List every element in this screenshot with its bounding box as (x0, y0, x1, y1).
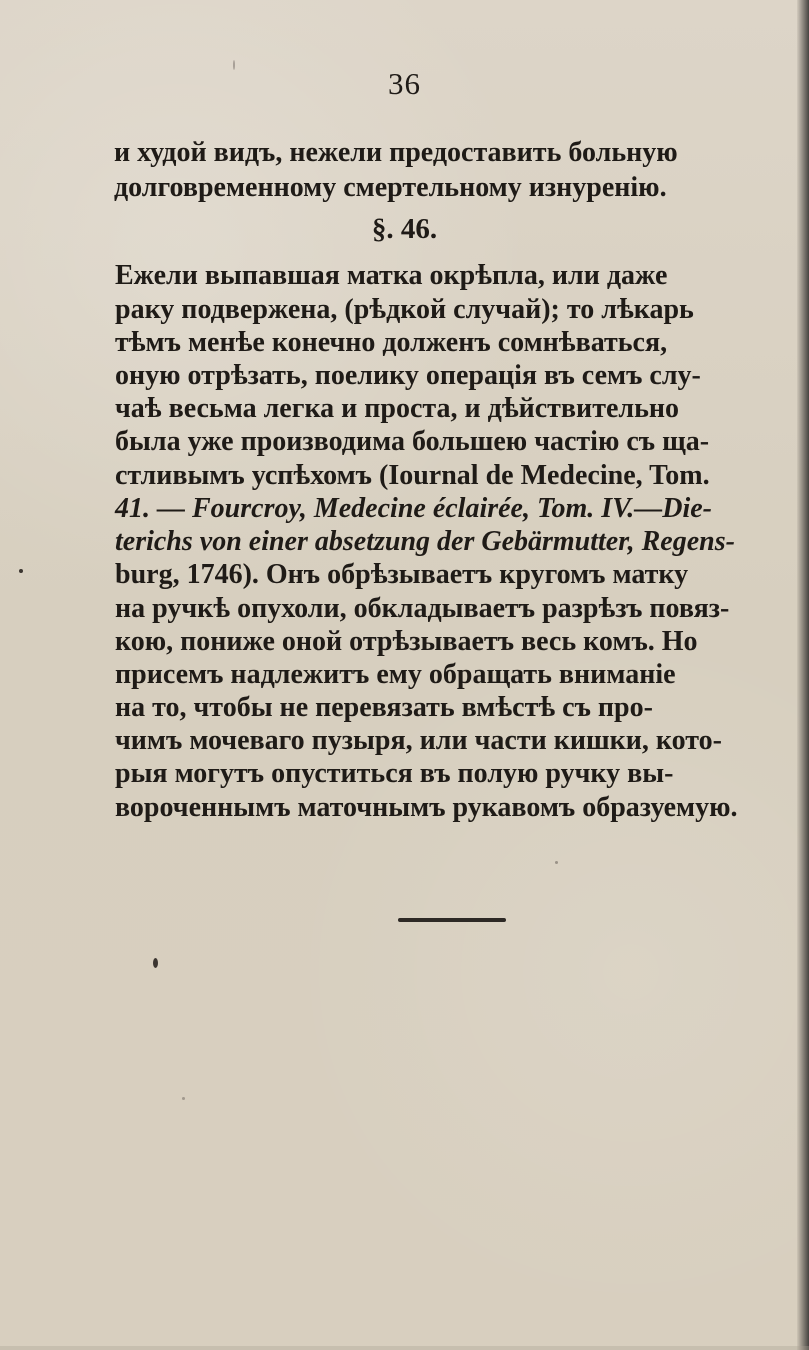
section-divider (398, 918, 506, 922)
body-line: оную отрѣзать, поелику операція въ семъ слу- (115, 360, 701, 391)
body-line: тѣмъ менѣе конечно долженъ сомнѣваться, (115, 327, 668, 358)
intro-line: и худой видъ, нежели предоставить больную (114, 137, 678, 168)
body-line: burg, 1746). Онъ обрѣзываетъ кругомъ матку (115, 559, 689, 590)
ink-speck (233, 60, 235, 70)
section-title: §. 46. (371, 213, 438, 245)
intro-line: долговременному смертельному изнуренію. (114, 172, 667, 203)
ink-speck (555, 861, 558, 864)
body-line: кою, пониже оной отрѣзываетъ весь комъ. Но (115, 626, 698, 657)
page-edge-shadow (797, 0, 809, 1350)
body-line: была уже производима большею частію съ ща- (115, 426, 710, 457)
body-line: стливымъ успѣхомъ (Iournal de Medecine, Tom. (115, 460, 710, 491)
body-line: чимъ мочеваго пузыря, или части кишки, кото- (115, 725, 722, 756)
body-line: раку подвержена, (рѣдкой случай); то лѣкарь (115, 294, 694, 325)
body-line: 41. — Fourcroy, Medecine éclairée, Tom. IV.—Die- (115, 493, 713, 524)
body-line: terichs von einer absetzung der Gebärmutter, Regens- (115, 526, 735, 557)
body-line: присемъ надлежитъ ему обращать вниманіе (115, 659, 676, 690)
body-line: вороченнымъ маточнымъ рукавомъ образуемую. (115, 792, 738, 823)
body-line: чаѣ весьма легка и проста, и дѣйствительно (115, 393, 680, 424)
ink-speck (153, 958, 158, 968)
page-number: 36 (388, 66, 421, 101)
ink-speck (19, 569, 23, 573)
body-line: на ручкѣ опухоли, обкладываетъ разрѣзъ повяз- (115, 593, 730, 624)
ink-speck (182, 1097, 185, 1100)
body-line: на то, чтобы не перевязать вмѣстѣ съ про- (115, 692, 653, 723)
page-bottom-edge (0, 1346, 809, 1350)
body-line: Ежели выпавшая матка окрѣпла, или даже (115, 260, 668, 291)
body-line: рыя могутъ опуститься въ полую ручку вы- (115, 758, 674, 789)
